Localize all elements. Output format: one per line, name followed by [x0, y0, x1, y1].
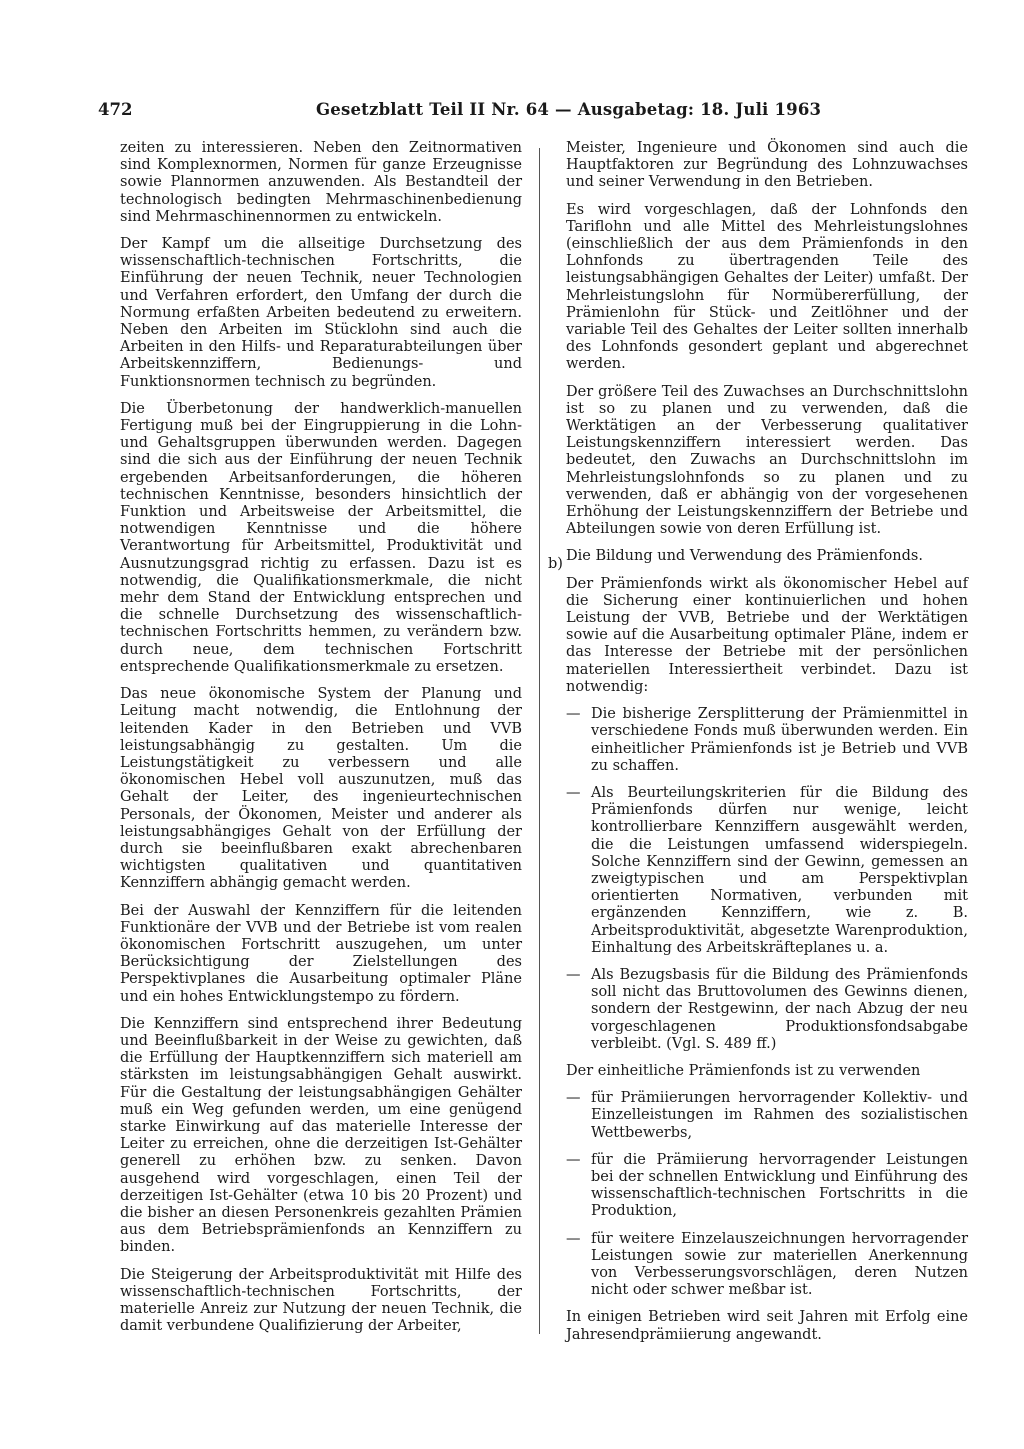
list-item	[566, 1152, 968, 1221]
paragraph: zeiten zu interessieren. Neben den Zeitnormativen sind Komplexnormen, Normen für ganze Erzeugnisse sowie Plannormen anzuwenden. Als Bestandteil der technologisch bedingten Mehrmaschinenbedienung sind Mehrmaschinennormen zu entwickeln.	[120, 140, 522, 225]
list-item-text: für die Prämiierung hervorragender Leistungen bei der schnellen Entwicklung und Einführung des wissenschaftlich-technischen Fortschritts in die Produktion,	[591, 1151, 968, 1220]
left-column	[120, 140, 522, 1345]
list-item-text: für weitere Einzelauszeichnungen hervorragender Leistungen sowie zur materiellen Anerkennung von Verbesserungsvorschlägen, deren Nutzen nicht oder schwer meßbar ist.	[591, 1230, 968, 1299]
page-header	[98, 100, 968, 130]
dash-bullet: —	[566, 706, 581, 723]
list-item-text: Die bisherige Zersplitterung der Prämienmittel in verschiedene Fonds muß überwunden werden. Ein einheitlicher Prämienfonds ist je Betrieb und VVB zu schaffen.	[591, 706, 968, 774]
paragraph: Die Steigerung der Arbeitsproduktivität mit Hilfe des wissenschaftlich-technischen Fortschritts, der materielle Anreiz zur Nutzung der neuen Technik, die damit verbundene Qualifizierung der Arbeiter,	[120, 1266, 522, 1335]
section-label: b)	[548, 556, 563, 572]
paragraph: Der einheitliche Prämienfonds ist zu verwenden	[566, 1062, 921, 1079]
dash-bullet: —	[566, 1090, 581, 1107]
list-item-text: Als Beurteilungskriterien für die Bildung des Prämienfonds dürfen nur wenige, leicht kontrollierbare Kennziffern ausgewählt werden, die die Leistungen umfassend widerspiegeln. Solche Kennziffern sind der Gewinn, gemessen an zweigtypischen und am Perspektivplan orientierten Normativen, verbunden mit ergänzenden Kennziffern, wie z. B. Arbeitsproduktivität, abgesetzte Warenproduktion, Einhaltung des Arbeitskräfteplanes u. a.	[591, 784, 968, 956]
list-item-text: für Prämiierungen hervorragender Kollektiv- und Einzelleistungen im Rahmen des sozialistischen Wettbewerbs,	[591, 1090, 968, 1141]
paragraph: Die Überbetonung der handwerklich-manuellen Fertigung muß bei der Eingruppierung in die Lohn- und Gehaltsgruppen überwunden werden. Dagegen sind die sich aus der Einführung der neuen Technik ergebenden Arbeitsanforderungen, die höheren technischen Kenntnisse, besonders hinsichtlich der Funktion und Arbeitsweise der Arbeitsmittel, die notwendigen Kenntnisse und die höhere Verantwortung für Arbeitsmittel, Produktivität und Ausnutzungsgrad richtig zu erfassen. Dazu ist es notwendig, die Qualifikationsmerkmale, die nicht mehr dem Stand der Entwicklung entsprechen und die schnelle Durchsetzung des wissenschaftlich-technischen Fortschritts hemmen, zu verändern bzw. durch neue, dem technischen Fortschritt entsprechende Qualifikationsmerkmale zu ersetzen.	[120, 400, 522, 675]
paragraph: In einigen Betrieben wird seit Jahren mit Erfolg eine Jahresendprämiierung angewandt.	[566, 1309, 968, 1343]
dash-bullet: —	[566, 1151, 581, 1168]
paragraph: Der Kampf um die allseitige Durchsetzung des wissenschaftlich-technischen Fortschritts, die Einführung der neuen Technik, neuer Technologien und Verfahren erfordert, den Umfang der durch die Normung erfaßten Arbeiten bedeutend zu erweitern. Neben den Arbeiten im Stücklohn sind auch die Arbeiten in den Hilfs- und Reparaturabteilungen über Arbeitskennziffern, Bedienungs- und Funktionsnormen technisch zu begründen.	[120, 236, 522, 390]
dash-bullet: —	[566, 966, 581, 983]
list-item	[566, 706, 968, 775]
column-divider	[539, 148, 540, 1334]
list-item	[566, 785, 968, 957]
dash-bullet: —	[566, 784, 581, 801]
right-column	[566, 140, 968, 1354]
paragraph: Das neue ökonomische System der Planung und Leitung macht notwendig, die Entlohnung der leitenden Kader in den Betrieben und VVB leistungsabhängig zu gestalten. Um die Leistungstätigkeit zu verbessern und alle ökonomischen Hebel voll auszunutzen, muß das Gehalt der Leiter, des ingenieurtechnischen Personals, der Ökonomen, Meister und anderer als leistungsabhängiges Gehalt von der Erfüllung der durch sie beeinflußbaren exakt abrechenbaren wichtigsten qualitativen und quantitativen Kennziffern abhängig gemacht werden.	[120, 686, 522, 892]
list-item	[566, 1090, 968, 1142]
list-item	[566, 1231, 968, 1300]
list-item	[566, 967, 968, 1053]
dash-bullet: —	[566, 1230, 581, 1247]
paragraph: Die Kennziffern sind entsprechend ihrer Bedeutung und Beeinflußbarkeit in der Weise zu gewichten, daß die Erfüllung der Hauptkennziffern sich materiell am stärksten im leistungsabhängigen Gehalt auswirkt. Für die Gestaltung der leistungsabhängigen Gehälter muß ein Weg gefunden werden, um eine genügend starke Einwirkung auf das materielle Interesse der Leiter zu erreichen, ohne die derzeitigen Ist-Gehälter generell zu erhöhen bzw. zu senken. Davon ausgehend wird vorgeschlagen, einen Teil der derzeitigen Ist-Gehälter (etwa 10 bis 20 Prozent) und die bisher an diesen Personenkreis gezahlten Prämien aus dem Betriebsprämienfonds an Kennziffern zu binden.	[120, 1015, 522, 1256]
paragraph: Der Prämienfonds wirkt als ökonomischer Hebel auf die Sicherung einer kontinuierlichen und hohen Leistung der VVB, Betriebe und der Werktätigen sowie auf die Ausarbeitung optimaler Pläne, indem er das Interesse der Betriebe mit der persönlichen materiellen Interessiertheit verbindet. Dazu ist notwendig:	[566, 575, 968, 695]
paragraph: Der größere Teil des Zuwachses an Durchschnittslohn ist so zu planen und zu verwenden, daß die Werktätigen an der Verbesserung qualitativer Leistungskennziffern interessiert werden. Das bedeutet, den Zuwachs an Durchschnittslohn im Mehrleistungslohnfonds so zu planen und zu verwenden, daß er abhängig von der vorgesehenen Erhöhung der Leistungskennziffern der Betriebe und Abteilungen sowie von deren Erfüllung ist.	[566, 383, 968, 538]
page-number: 472	[98, 100, 133, 119]
page-title: Gesetzblatt Teil II Nr. 64 — Ausgabetag: 18. Juli 1963	[316, 100, 822, 119]
paragraph: Es wird vorgeschlagen, daß der Lohnfonds den Tariflohn und alle Mittel des Mehrleistungslohnes (einschließlich der aus dem Prämienfonds in den Lohnfonds zu übertragenden Teile des leistungsabhängigen Gehaltes der Leiter) umfaßt. Der Mehrleistungslohn für Normübererfüllung, der Prämienlohn für Stück- und Zeitlöhner und der variable Teil des Gehaltes der Leiter sollten innerhalb des Lohnfonds gesondert geplant und abgerechnet werden.	[566, 201, 968, 373]
paragraph: Bei der Auswahl der Kennziffern für die leitenden Funktionäre der VVB und der Betriebe ist vom realen ökonomischen Fortschritt auszugehen, um unter Berücksichtigung der Zielstellungen des Perspektivplanes die Ausarbeitung optimaler Pläne und ein hohes Entwicklungstempo zu fördern.	[120, 902, 522, 1005]
paragraph: Meister, Ingenieure und Ökonomen sind auch die Hauptfaktoren zur Begründung des Lohnzuwachses und seiner Verwendung in den Betrieben.	[566, 140, 968, 191]
section-heading: Die Bildung und Verwendung des Prämienfonds.	[566, 548, 923, 565]
list-item-text: Als Bezugsbasis für die Bildung des Prämienfonds soll nicht das Bruttovolumen des Gewinns dienen, sondern der Restgewinn, der nach Abzug der neu vorgeschlagenen Produktionsfondsabgabe verbleibt. (Vgl. S. 489 ff.)	[591, 966, 968, 1052]
